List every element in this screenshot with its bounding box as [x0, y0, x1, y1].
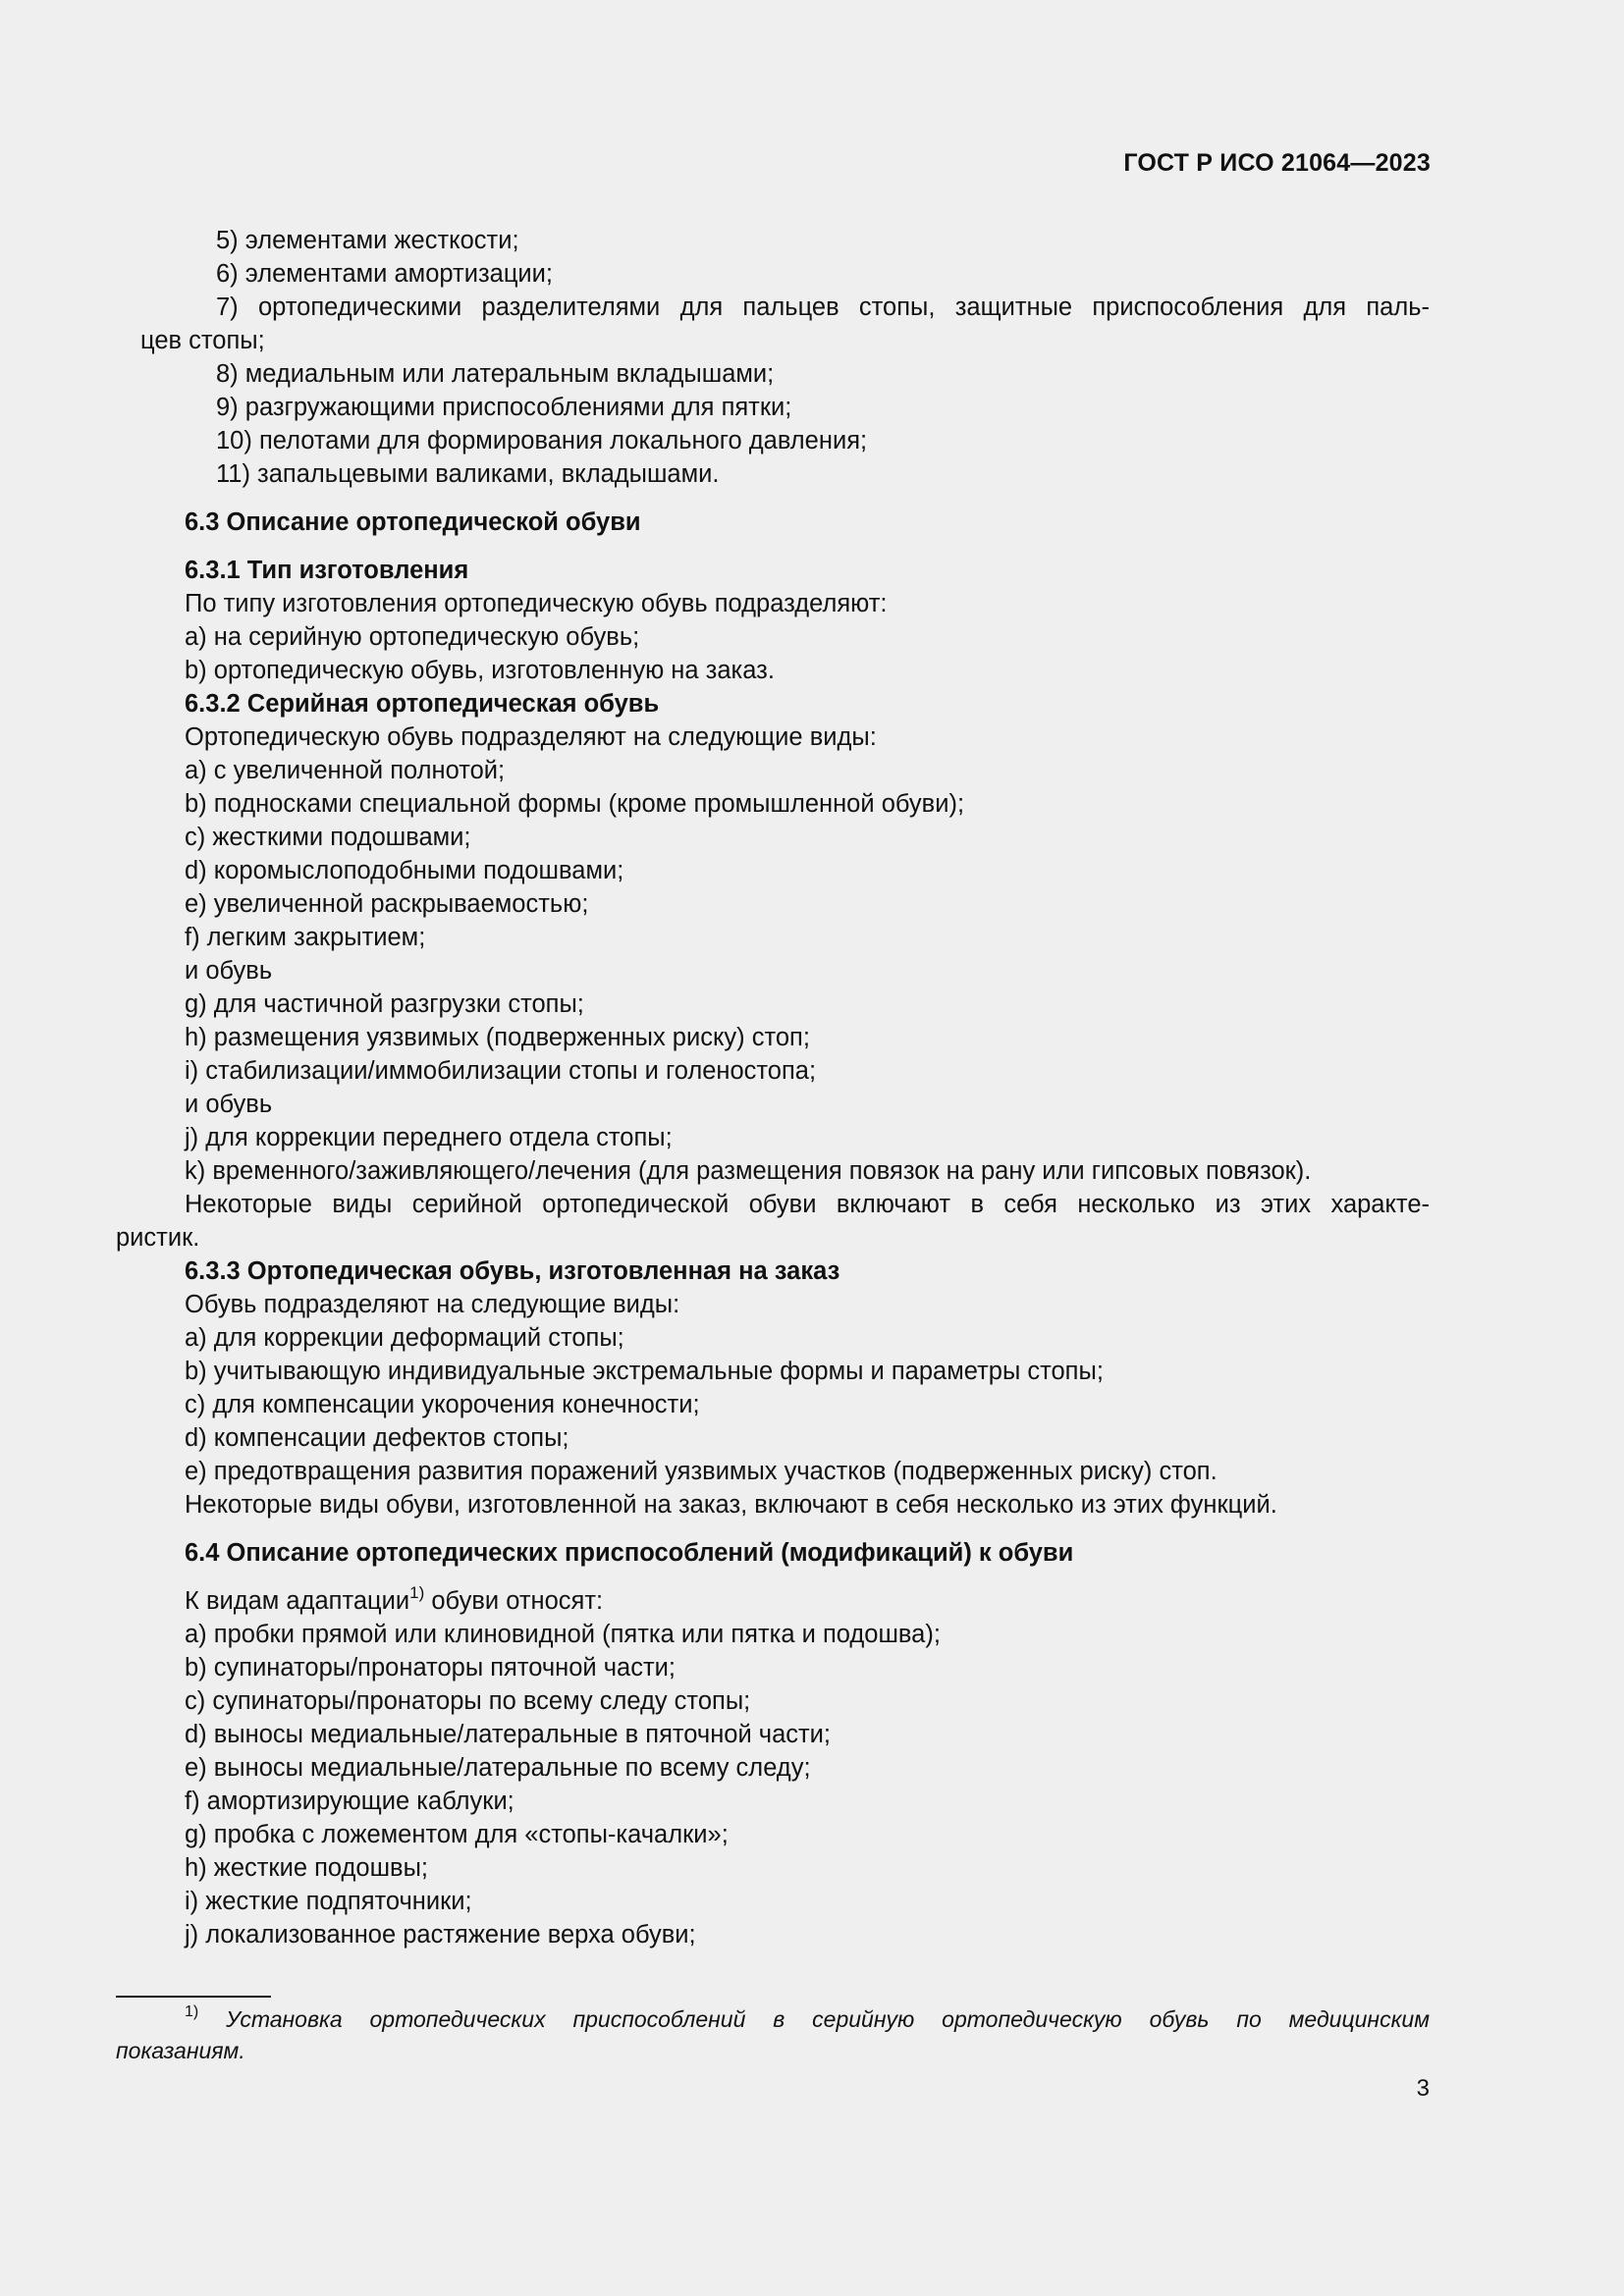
paragraph: Ортопедическую обувь подразделяют на следующие виды: [185, 723, 877, 751]
section-heading-6-4: 6.4 Описание ортопедических приспособлений (модификаций) к обуви [185, 1539, 1074, 1567]
list-item: g) для частичной разгрузки стопы; [185, 990, 584, 1018]
list-item: d) выносы медиальные/латеральные в пяточной части; [185, 1721, 832, 1748]
list-item: k) временного/заживляющего/лечения (для размещения повязок на рану или гипсовых повязок). [185, 1157, 1312, 1185]
list-item: a) для коррекции деформаций стопы; [185, 1324, 624, 1352]
list-item: c) для компенсации укорочения конечности; [185, 1391, 700, 1418]
list-item: g) пробка с ложементом для «стопы-качалки»; [185, 1821, 729, 1848]
footnote-marker: 1) [185, 2003, 199, 2021]
footnote-text: Установка ортопедических приспособлений в серийную ортопедическую обувь по медицинским [198, 2006, 1430, 2032]
list-item: h) жесткие подошвы; [185, 1854, 429, 1882]
section-heading-6-3-3: 6.3.3 Ортопедическая обувь, изготовленная на заказ [185, 1257, 840, 1285]
section-heading-6-3-1: 6.3.1 Тип изготовления [185, 557, 469, 584]
list-item: b) супинаторы/пронаторы пяточной части; [185, 1654, 676, 1682]
footnote [116, 2003, 1430, 2066]
list-item: e) выносы медиальные/латеральные по всему следу; [185, 1754, 811, 1782]
intro-text: К видам адаптации [185, 1587, 410, 1615]
list-item: 7) ортопедическими разделителями для пальцев стопы, защитные приспособления для паль- [216, 294, 1430, 321]
list-item: a) пробки прямой или клиновидной (пятка или пятка и подошва); [185, 1621, 941, 1648]
paragraph: По типу изготовления ортопедическую обувь подразделяют: [185, 590, 888, 617]
list-item: e) увеличенной раскрываемостью; [185, 890, 589, 918]
list-item: f) легким закрытием; [185, 924, 426, 951]
list-item: 8) медиальным или латеральным вкладышами; [216, 360, 775, 388]
list-item: i) стабилизации/иммобилизации стопы и голеностопа; [185, 1057, 817, 1085]
list-item: 5) элементами жесткости; [216, 227, 519, 254]
list-item: 10) пелотами для формирования локального давления; [216, 427, 868, 454]
list-item: 9) разгружающими приспособлениями для пятки; [216, 394, 792, 421]
paragraph-continuation: ристик. [116, 1224, 200, 1252]
section-heading-6-3-2: 6.3.2 Серийная ортопедическая обувь [185, 690, 660, 718]
document-code-header: ГОСТ Р ИСО 21064—2023 [1123, 149, 1431, 177]
footnote-line [116, 2003, 1430, 2035]
list-item: j) локализованное растяжение верха обуви; [185, 1921, 696, 1949]
list-item: a) на серийную ортопедическую обувь; [185, 623, 640, 651]
list-item: d) компенсации дефектов стопы; [185, 1424, 569, 1452]
list-item: b) ортопедическую обувь, изготовленную на заказ. [185, 657, 775, 684]
list-item: b) подносками специальной формы (кроме промышленной обуви); [185, 790, 965, 818]
intro-text: обуви относят: [424, 1587, 604, 1615]
list-item: 11) запальцевыми валиками, вкладышами. [216, 460, 720, 488]
footnote-ref: 1) [409, 1582, 425, 1602]
list-item: e) предотвращения развития поражений уязвимых участков (подверженных риску) стоп. [185, 1458, 1218, 1485]
list-item: a) с увеличенной полнотой; [185, 757, 506, 784]
list-item: b) учитывающую индивидуальные экстремальные формы и параметры стопы; [185, 1358, 1104, 1385]
paragraph: Обувь подразделяют на следующие виды: [185, 1291, 680, 1318]
list-item: j) для коррекции переднего отдела стопы; [185, 1124, 673, 1151]
list-item-continuation: цев стопы; [140, 327, 265, 354]
section-heading-6-3: 6.3 Описание ортопедической обуви [185, 508, 641, 536]
page-number: 3 [1416, 2075, 1430, 2102]
paragraph: Некоторые виды серийной ортопедической обуви включают в себя несколько из этих характе- [185, 1191, 1430, 1218]
list-item: i) жесткие подпяточники; [185, 1888, 472, 1915]
list-item: 6) элементами амортизации; [216, 260, 553, 288]
paragraph: и обувь [185, 1091, 273, 1118]
paragraph: Некоторые виды обуви, изготовленной на заказ, включают в себя несколько из этих функций. [185, 1491, 1277, 1519]
list-item: c) супинаторы/пронаторы по всему следу стопы; [185, 1687, 751, 1715]
page-body [116, 224, 1430, 1951]
list-item: c) жесткими подошвами; [185, 824, 471, 851]
footnote-continuation: показаниям. [116, 2038, 245, 2063]
footnote-separator [116, 1996, 271, 1998]
list-item: d) коромыслоподобными подошвами; [185, 857, 624, 884]
list-item: h) размещения уязвимых (подверженных риску) стоп; [185, 1024, 810, 1051]
paragraph [116, 1584, 1430, 1618]
paragraph: и обувь [185, 957, 273, 985]
list-item: f) амортизирующие каблуки; [185, 1788, 514, 1815]
